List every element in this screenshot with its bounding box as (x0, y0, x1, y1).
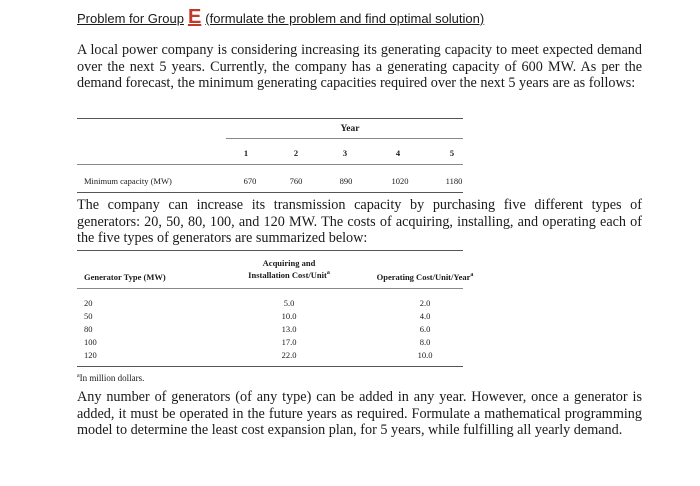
generator-type: 20 (84, 298, 93, 308)
acquire-cost: 17.0 (281, 337, 297, 347)
year-1: 1 (243, 148, 249, 158)
year-2: 2 (293, 148, 299, 158)
demand-table-mid-rule (77, 164, 463, 165)
operate-cost: 10.0 (417, 350, 433, 360)
generator-type: 80 (84, 324, 93, 334)
min-capacity-label: Minimum capacity (MW) (84, 176, 172, 186)
capacity-year-5: 1180 (445, 176, 463, 186)
demand-table-top-rule (77, 118, 463, 119)
intro-paragraph: A local power company is considering increasing its generating capacity to meet expected demand over the next 5 years. Currently, the company has a generating capacity of 600 MW. As per the demand forecast, the minimum generating capacities required over the next 5 years are as follows: (77, 42, 642, 91)
cost-table-top-rule (77, 250, 463, 251)
type-header: Generator Type (MW) (84, 272, 166, 282)
acquire-cost: 10.0 (281, 311, 297, 321)
footnote: $^a$In million dollars. (77, 373, 145, 383)
capacity-year-4: 1020 (391, 176, 409, 186)
capacity-year-2: 760 (289, 176, 303, 186)
capacity-year-3: 890 (339, 176, 353, 186)
acquire-header-line1: Acquiring and (262, 258, 316, 268)
generator-type: 120 (84, 350, 97, 360)
operate-cost: 2.0 (419, 298, 431, 308)
heading-prefix: Problem for Group (77, 11, 184, 26)
acquire-header-line2: Installation Cost/Unit$^a$ (248, 270, 330, 280)
generator-type: 50 (84, 311, 93, 321)
year-4: 4 (395, 148, 401, 158)
problem-heading (77, 6, 484, 29)
year-header-rule (226, 138, 463, 139)
heading-suffix: (formulate the problem and find optimal solution) (205, 11, 485, 26)
year-3: 3 (342, 148, 348, 158)
generator-type: 100 (84, 337, 97, 347)
acquire-cost: 5.0 (283, 298, 295, 308)
operate-cost: 6.0 (419, 324, 431, 334)
closing-paragraph: Any number of generators (of any type) can be added in any year. However, once a generator is added, it must be operated in the future years as required. Formulate a mathematical programming model to determine the least cost expansion plan, for 5 years, while fulfilling all yearly demand. (77, 389, 642, 438)
demand-table-bottom-rule (77, 192, 463, 193)
group-letter: E (187, 6, 202, 28)
acquire-cost: 22.0 (281, 350, 297, 360)
year-header: Year (340, 124, 360, 134)
operate-cost: 8.0 (419, 337, 431, 347)
generators-paragraph: The company can increase its transmission capacity by purchasing five different types of generators: 20, 50, 80, 100, and 120 MW. The costs of acquiring, installing, and operating each of the five types of generators are summarized below: (77, 197, 642, 246)
capacity-year-1: 670 (243, 176, 257, 186)
operate-header: Operating Cost/Unit/Year$^a$ (376, 272, 474, 282)
year-5: 5 (449, 148, 455, 158)
cost-table-bottom-rule (77, 366, 463, 367)
operate-cost: 4.0 (419, 311, 431, 321)
cost-table-mid-rule (77, 288, 463, 289)
acquire-cost: 13.0 (281, 324, 297, 334)
